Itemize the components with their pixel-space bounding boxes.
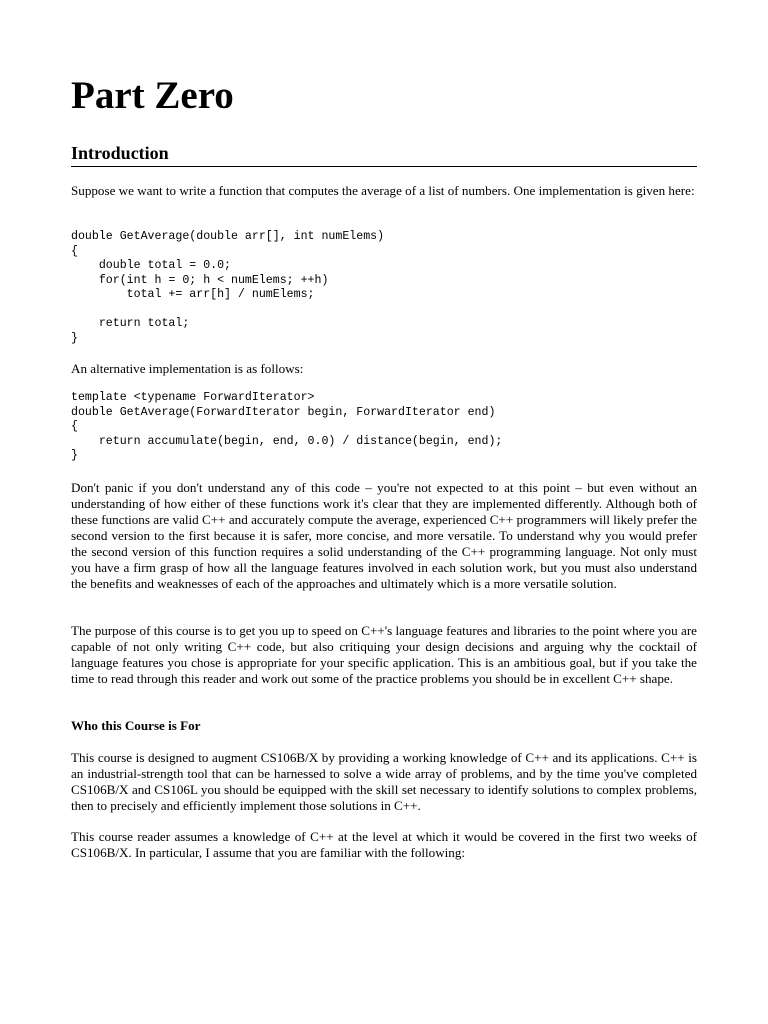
paragraph-who-body: This course is designed to augment CS106B/X by providing a working knowledge of C++ and its applications. C++ is an industrial-strength tool that can be harnessed to solve a wide array of problems, and by the time you've completed CS106B/X and CS106L you should be equipped with the skill set necessary to identify solutions to complex problems, then to precisely and efficiently implement those solutions in C++.: [71, 750, 697, 813]
paragraph-alternative: An alternative implementation is as follows:: [71, 361, 304, 376]
paragraph-intro: Suppose we want to write a function that computes the average of a list of numbers. One implementation is given here:: [71, 183, 695, 198]
section-heading-introduction: Introduction: [71, 142, 697, 167]
code-block-iterator-average: template <typename ForwardIterator> double GetAverage(ForwardIterator begin, ForwardIterator end) { return accumulate(begin, end, 0.0) / distance(begin, end); }: [71, 391, 503, 462]
subheading-who-this-course-is-for: Who this Course is For: [71, 718, 201, 733]
paragraph-dont-panic: Don't panic if you don't understand any of this code – you're not expected to at this point – but even without an understanding of how either of these functions work it's clear that they are implemented differently. Although both of these functions are valid C++ and accurately compute the average, experienced C++ programmers will likely prefer the second version to the first because it is safer, more concise, and more versatile. To understand why you would prefer the second version of this function requires a solid understanding of the C++ programming language. Not only must you have a firm grasp of how all the language features involved in each solution work, but you must also understand the benefits and weaknesses of each of the approaches and ultimately which is a more versatile solution.: [71, 480, 697, 591]
part-title: Part Zero: [71, 74, 234, 117]
paragraph-purpose: The purpose of this course is to get you up to speed on C++'s language features and libraries to the point where you are capable of not only writing C++ code, but also critiquing your design decisions and arguing why the cocktail of language features you chose is appropriate for your specific application. This is an ambitious goal, but if you take the time to read through this reader and work out some of the practice problems you should be in excellent C++ shape.: [71, 623, 697, 686]
paragraph-assumes: This course reader assumes a knowledge of C++ at the level at which it would be covered in the first two weeks of CS106B/X. In particular, I assume that you are familiar with the following:: [71, 829, 697, 860]
code-block-array-average: double GetAverage(double arr[], int numElems) { double total = 0.0; for(int h = 0; h < numElems; ++h) total += arr[h] / numElems; return total; }: [71, 230, 385, 345]
